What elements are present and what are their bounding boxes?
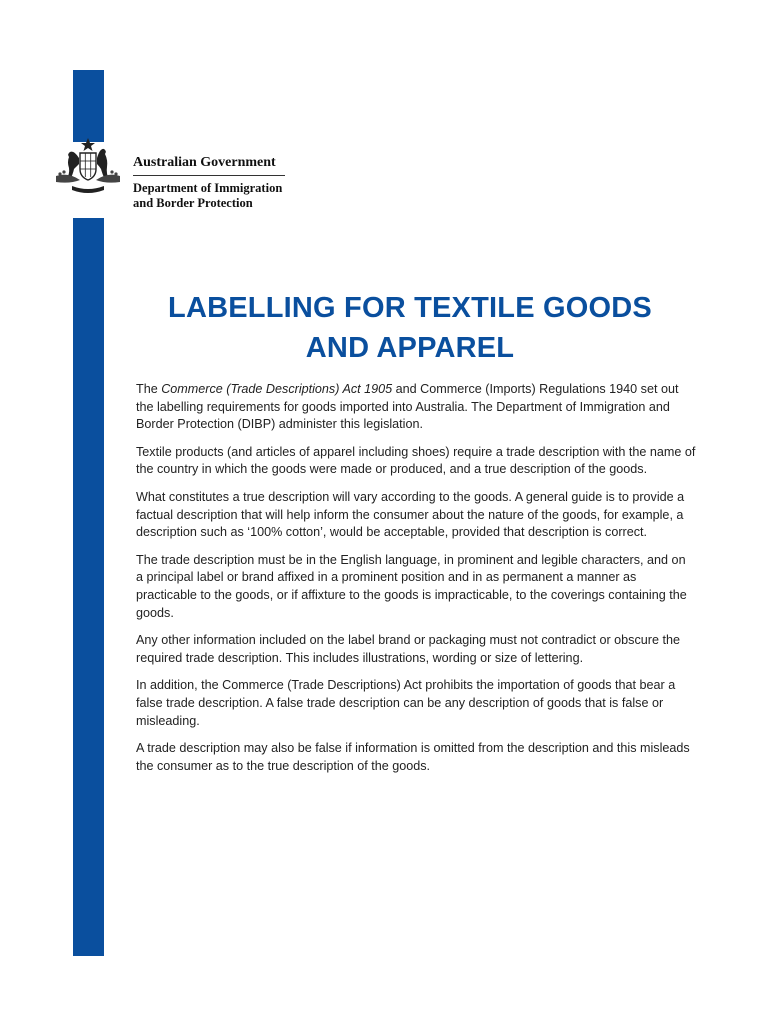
- title-line2: AND APPAREL: [305, 332, 515, 364]
- intro-lead: The: [136, 382, 162, 396]
- paragraph-other-information: Any other information included on the label brand or packaging must not contradict or obscure the required trade description. This includes illustrations, wording or size of lettering.: [136, 633, 680, 665]
- department-name-line1: Department of Immigration: [133, 181, 283, 195]
- paragraph-intro: [136, 381, 696, 434]
- act-title: Commerce (Trade Descriptions) Act 1905: [161, 382, 393, 396]
- government-branding: [133, 154, 285, 211]
- paragraph-true-description: What constitutes a true description will vary according to the goods. A general guide is to provide a factual description that will help inform the consumer about the nature of the goods, for example, a description such as ‘100% cotton’, would be acceptable, provided that description is correct.: [136, 489, 685, 540]
- paragraph-omission: A trade description may also be false if information is omitted from the description and this misleads the consumer as to the true description of the goods.: [136, 741, 690, 773]
- paragraph-false-description: In addition, the Commerce (Trade Descriptions) Act prohibits the importation of goods that bear a false trade description. A false trade description can be any description of goods that is false or misleading.: [136, 678, 676, 728]
- body-content: [136, 381, 696, 785]
- paragraph-language: The trade description must be in the English language, in prominent and legible characters, and on a principal label or brand affixed in a prominent position and in as permanent a manner as practicable to the goods, or if affixture to the goods is impracticable, to the coverings containing the goods.: [136, 552, 687, 620]
- page-title: [110, 288, 710, 368]
- accent-bar-top: [73, 70, 104, 142]
- accent-bar-main: [73, 218, 104, 956]
- coat-of-arms-icon: [50, 136, 126, 196]
- intro-rest: and Commerce (Imports) Regulations 1940 set out the labelling requirements for goods imported into Australia. The Department of Immigration and Border Protection (DIBP) administer this legislation.: [136, 382, 679, 432]
- department-name-line2: and Border Protection: [133, 196, 253, 210]
- branding-divider: [133, 175, 285, 176]
- title-line1: LABELLING FOR TEXTILE GOODS: [168, 292, 652, 324]
- paragraph-requirements: Textile products (and articles of apparel including shoes) require a trade description with the name of the country in which the goods were made or produced, and a true description of the goods.: [136, 444, 696, 477]
- government-name: Australian Government: [133, 155, 276, 170]
